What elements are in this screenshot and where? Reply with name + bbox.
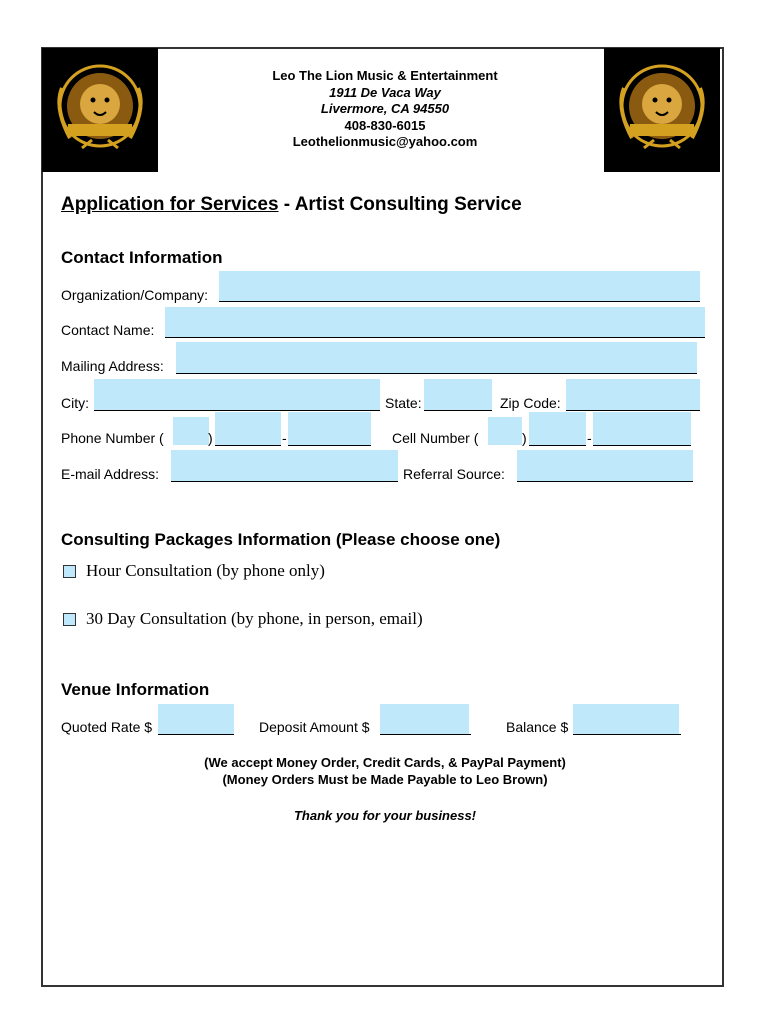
city-field[interactable] (94, 379, 380, 410)
referral-field[interactable] (517, 450, 693, 481)
phone-label: Phone Number ( (61, 430, 164, 446)
phone-close-paren: ) (208, 430, 213, 446)
phone-prefix-underline (215, 445, 281, 446)
title-main: Application for Services (61, 194, 279, 215)
cell-dash: - (587, 430, 592, 446)
cell-line-field[interactable] (593, 412, 691, 445)
zip-field[interactable] (566, 379, 700, 410)
company-email: Leothelionmusic@yahoo.com (292, 134, 478, 149)
mailing-underline (176, 373, 697, 374)
balance-label: Balance $ (506, 719, 569, 735)
contact-name-field[interactable] (165, 307, 705, 337)
cell-prefix-field[interactable] (529, 412, 586, 445)
deposit-label: Deposit Amount $ (259, 719, 370, 735)
company-street: 1911 De Vaca Way (329, 85, 441, 100)
organization-underline (219, 301, 700, 302)
balance-underline (573, 734, 681, 735)
referral-label: Referral Source: (403, 466, 505, 482)
email-label: E-mail Address: (61, 466, 160, 482)
contact-name-underline (165, 337, 705, 338)
thirty-day-consultation-label: 30 Day Consultation (by phone, in person, email) (86, 609, 423, 628)
cell-prefix-underline (529, 445, 586, 446)
company-city: Livermore, CA 94550 (320, 101, 450, 116)
email-field[interactable] (171, 450, 398, 481)
venue-heading: Venue Information (61, 680, 210, 699)
page-title (61, 194, 522, 216)
hour-consultation-label: Hour Consultation (by phone only) (86, 561, 325, 580)
mailing-label: Mailing Address: (61, 358, 164, 374)
hour-consultation-checkbox[interactable] (63, 565, 76, 578)
phone-line-field[interactable] (288, 412, 371, 445)
cell-close-paren: ) (522, 430, 527, 446)
state-label: State: (385, 395, 422, 411)
email-underline (171, 481, 398, 482)
referral-underline (517, 481, 693, 482)
thirty-day-consultation-checkbox[interactable] (63, 613, 76, 626)
quoted-rate-underline (158, 734, 234, 735)
contact-name-label: Contact Name: (61, 322, 155, 338)
payment-note: (We accept Money Order, Credit Cards, & PayPal Payment) (204, 755, 566, 770)
phone-line-underline (288, 445, 371, 446)
quoted-rate-field[interactable] (158, 704, 234, 734)
quoted-rate-label: Quoted Rate $ (61, 719, 153, 735)
packages-heading: Consulting Packages Information (Please choose one) (61, 530, 501, 549)
deposit-field[interactable] (380, 704, 469, 734)
phone-dash: - (282, 430, 287, 446)
organization-label: Organization/Company: (61, 287, 209, 303)
state-underline (424, 410, 492, 411)
city-label: City: (61, 395, 89, 411)
cell-line-underline (593, 445, 691, 446)
company-phone: 408-830-6015 (344, 118, 426, 133)
title-sub: - Artist Consulting Service (278, 194, 522, 215)
payable-note: (Money Orders Must be Made Payable to Leo Brown) (222, 772, 548, 787)
balance-field[interactable] (573, 704, 679, 734)
contact-heading: Contact Information (61, 248, 223, 267)
zip-underline (566, 410, 700, 411)
phone-area-code-field[interactable] (173, 417, 209, 445)
deposit-underline (380, 734, 471, 735)
thank-you-note: Thank you for your business! (293, 808, 477, 823)
cell-label: Cell Number ( (392, 430, 479, 446)
organization-field[interactable] (219, 271, 700, 301)
zip-label: Zip Code: (500, 395, 561, 411)
city-underline (94, 410, 380, 411)
cell-area-code-field[interactable] (488, 417, 522, 445)
company-name: Leo The Lion Music & Entertainment (272, 68, 498, 83)
form-page (41, 47, 724, 987)
phone-prefix-field[interactable] (215, 412, 281, 445)
state-field[interactable] (424, 379, 492, 410)
mailing-field[interactable] (176, 342, 697, 373)
